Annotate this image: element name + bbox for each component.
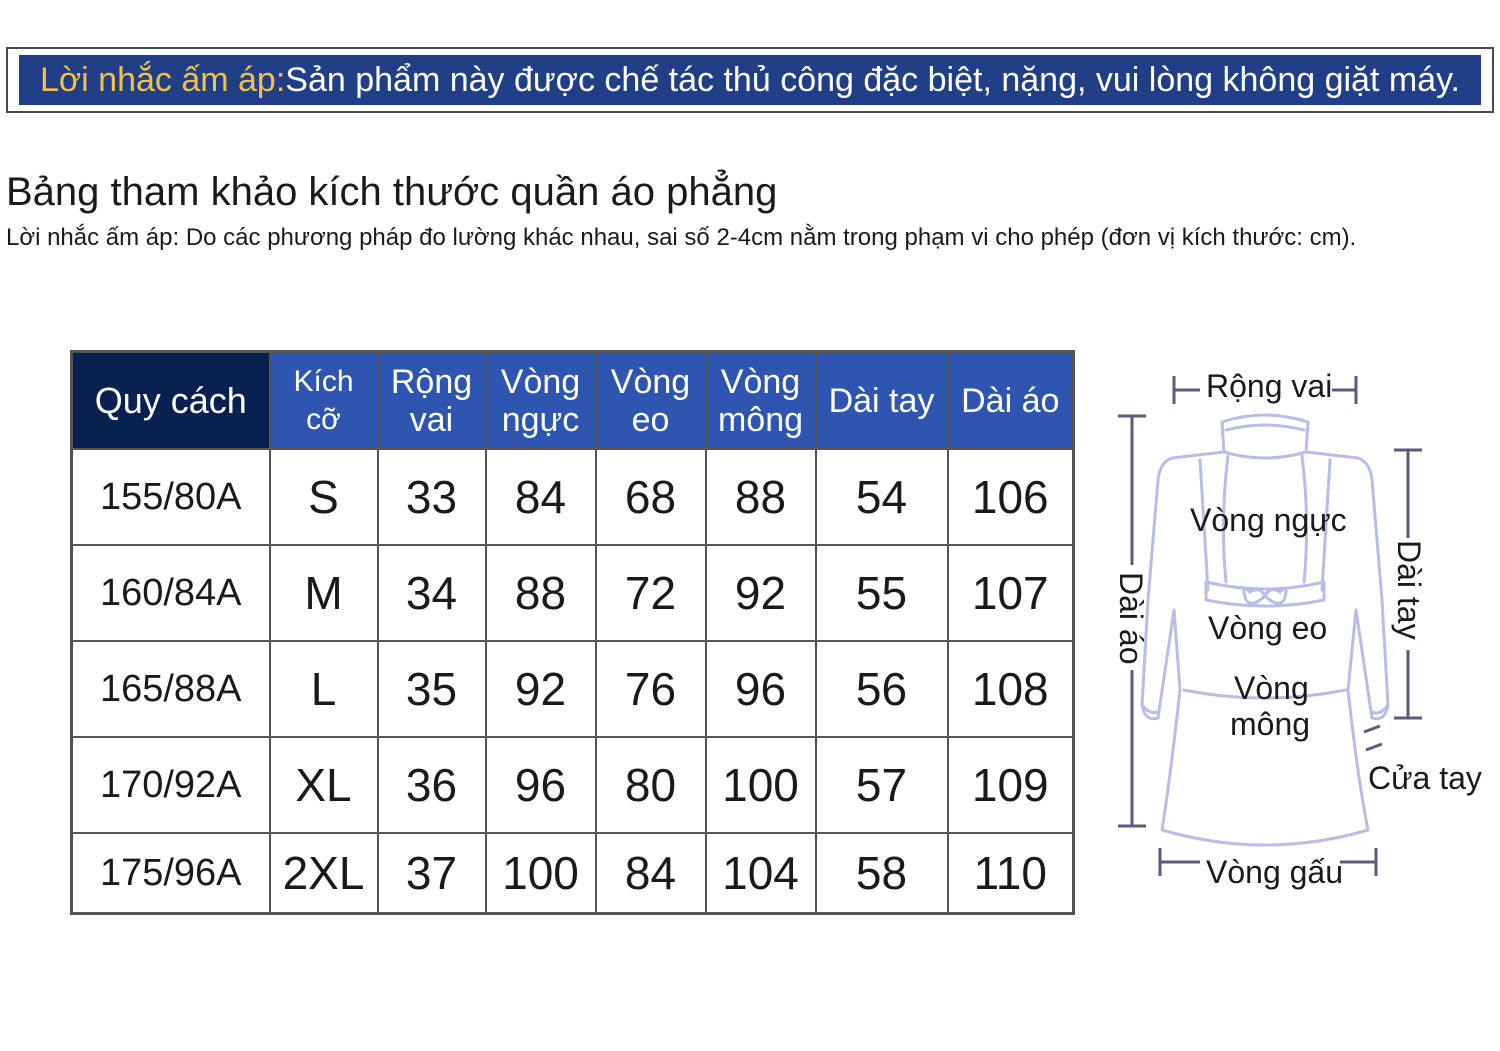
table-row [72,545,1074,641]
label-hip-line1: Vòng [1234,670,1309,706]
cell-size: 2XL [270,833,378,914]
size-table [70,350,1075,915]
table-row [72,449,1074,545]
notice-message: Sản phẩm này được chế tác thủ công đặc biệt, nặng, vui lòng không giặt máy. [285,60,1461,99]
label-dress-length: Dài áo [1113,572,1149,665]
label-shoulder-width: Rộng vai [1206,368,1333,404]
cell-length: 106 [948,449,1074,545]
table-header-row [72,352,1074,450]
label-sleeve-length: Dài tay [1391,540,1427,640]
cell-hip: 92 [706,545,816,641]
label-cuff: Cửa tay [1368,760,1482,796]
cell-shoulder: 33 [378,449,486,545]
cell-sleeve: 54 [816,449,948,545]
cell-size: M [270,545,378,641]
cell-waist: 72 [596,545,706,641]
header-hip: Vòng mông [706,352,816,450]
header-shoulder: Rộng vai [378,352,486,450]
cell-size: S [270,449,378,545]
cell-sleeve: 57 [816,737,948,833]
dress-measure-diagram [1100,360,1490,910]
cell-shoulder: 34 [378,545,486,641]
cell-chest: 96 [486,737,596,833]
cell-shoulder: 35 [378,641,486,737]
label-hem: Vòng gấu [1206,854,1344,890]
cell-shoulder: 36 [378,737,486,833]
cell-chest: 84 [486,449,596,545]
page-subtitle: Lời nhắc ấm áp: Do các phương pháp đo lường khác nhau, sai số 2-4cm nằm trong phạm vi cho phép (đơn vị kích thước: cm). [6,224,1357,251]
header-spec: Quy cách [72,352,270,450]
header-sleeve: Dài tay [816,352,948,450]
cell-length: 109 [948,737,1074,833]
cell-sleeve: 55 [816,545,948,641]
cell-hip: 104 [706,833,816,914]
cell-spec: 155/80A [72,449,270,545]
header-length: Dài áo [948,352,1074,450]
cell-spec: 175/96A [72,833,270,914]
notice-lead: Lời nhắc ấm áp: [39,60,286,99]
cell-shoulder: 37 [378,833,486,914]
table-row [72,833,1074,914]
cell-waist: 76 [596,641,706,737]
cell-length: 107 [948,545,1074,641]
cell-sleeve: 58 [816,833,948,914]
cell-chest: 100 [486,833,596,914]
label-waist: Vòng eo [1208,610,1328,646]
notice-banner [19,55,1481,105]
cell-spec: 170/92A [72,737,270,833]
cell-hip: 88 [706,449,816,545]
page-title: Bảng tham khảo kích thước quần áo phẳng [6,170,778,214]
cell-hip: 96 [706,641,816,737]
cell-sleeve: 56 [816,641,948,737]
cell-hip: 100 [706,737,816,833]
cell-waist: 80 [596,737,706,833]
label-hip-line2: mông [1230,706,1311,742]
cell-spec: 165/88A [72,641,270,737]
notice-banner-frame [6,47,1494,113]
cell-length: 108 [948,641,1074,737]
header-chest: Vòng ngực [486,352,596,450]
cell-chest: 88 [486,545,596,641]
cell-size: XL [270,737,378,833]
cell-waist: 84 [596,833,706,914]
header-size: Kích cỡ [270,352,378,450]
cell-chest: 92 [486,641,596,737]
label-chest: Vòng ngực [1190,502,1347,538]
cell-spec: 160/84A [72,545,270,641]
table-row [72,641,1074,737]
cell-size: L [270,641,378,737]
cell-length: 110 [948,833,1074,914]
header-waist: Vòng eo [596,352,706,450]
cell-waist: 68 [596,449,706,545]
table-row [72,737,1074,833]
